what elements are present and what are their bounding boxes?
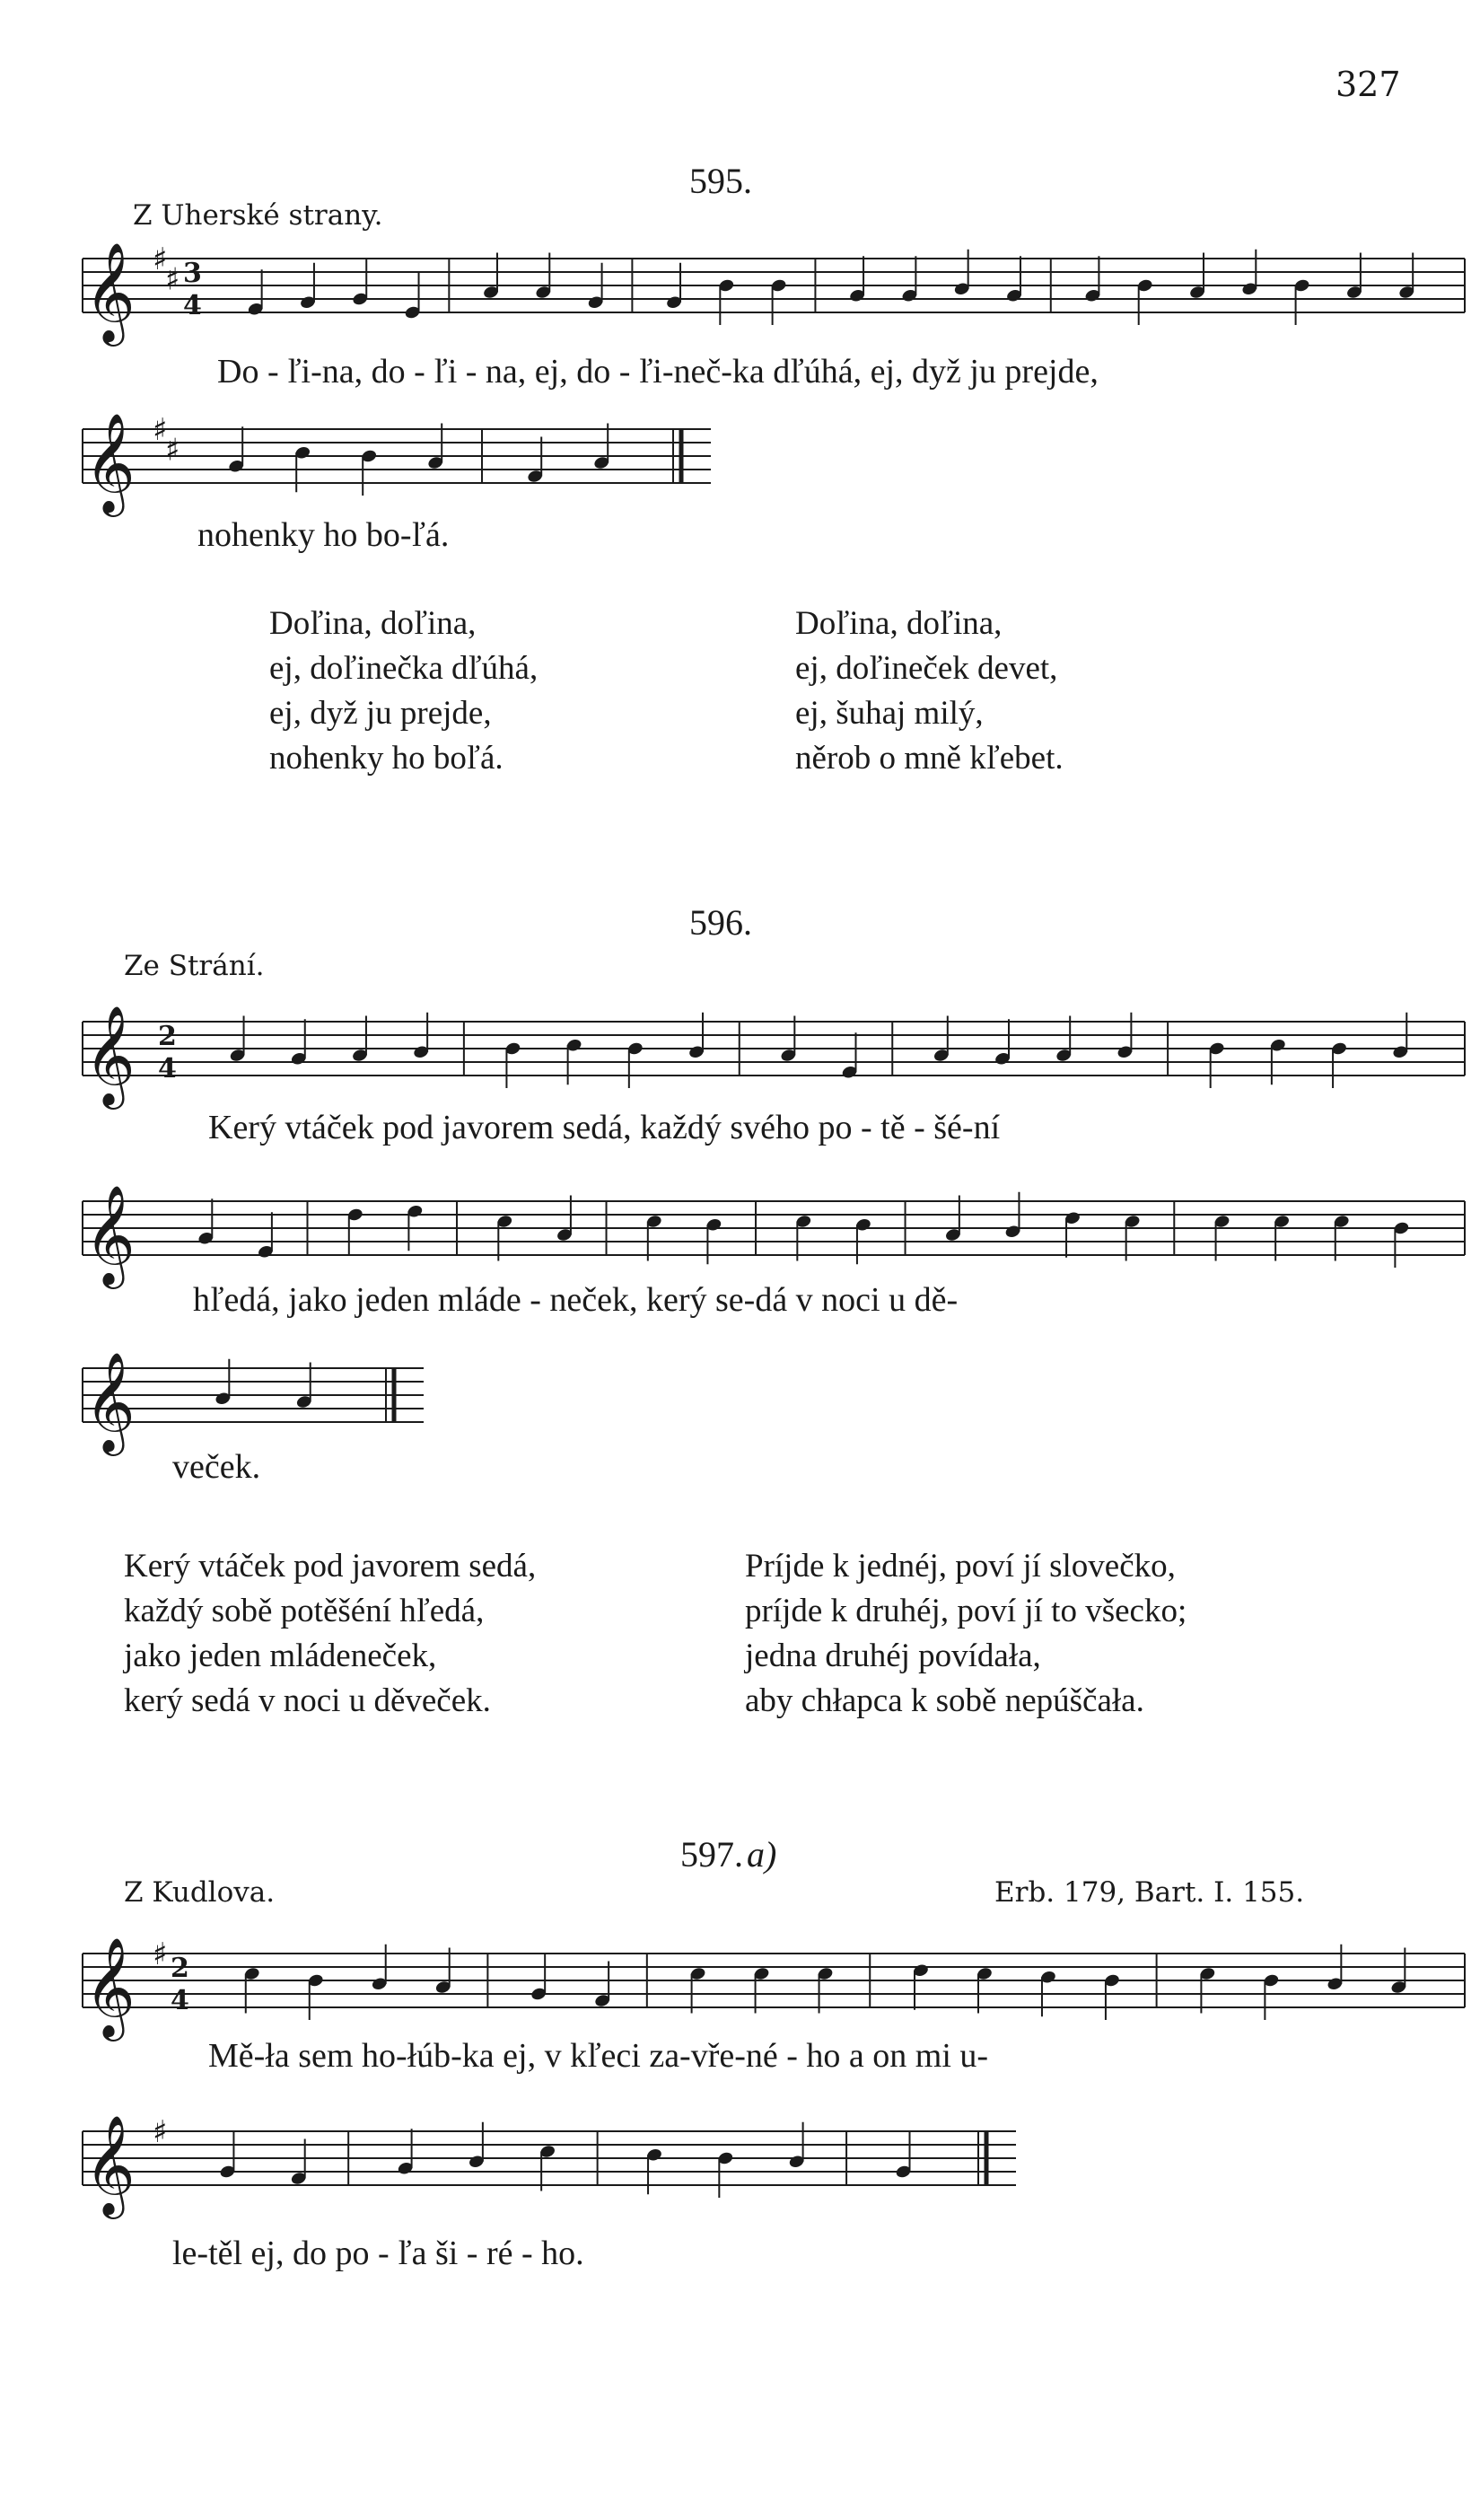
sharp-icon: ♯	[153, 2114, 168, 2150]
music-staff	[74, 2106, 1025, 2214]
lyric-line: Mě-ła sem ho-łúb-ka ej, v kľeci za-vře-né - ho a on mi u-	[208, 2037, 989, 2075]
time-signature-bottom: 4	[183, 290, 202, 321]
music-staff	[74, 1176, 1474, 1284]
verse-line: kerý sedá v noci u děveček.	[124, 1682, 491, 1719]
sharp-icon: ♯	[165, 261, 180, 298]
verse-line: ej, doľinečka dľúhá,	[269, 650, 539, 687]
song-origin-597: Z Kudlova.	[124, 1876, 276, 1909]
verse-line: Príjde k jednéj, poví jí slovečko,	[745, 1548, 1176, 1585]
verse-stanza	[269, 601, 538, 781]
sharp-icon: ♯	[153, 412, 168, 448]
music-staff	[74, 404, 720, 512]
verse-line: Kerý vtáček pod javorem sedá,	[124, 1548, 537, 1585]
page-number: 327	[1336, 65, 1401, 104]
time-signature-top: 2	[158, 1021, 177, 1052]
verse-line: aby chłapca k sobě nepúščała.	[745, 1682, 1144, 1719]
verse-line: ej, dyž ju prejde,	[269, 695, 492, 732]
song-number-suffix: a)	[747, 1834, 777, 1875]
lyric-line: hľedá, jako jeden mláde - neček, kerý se-dá v noci u dě-	[193, 1281, 959, 1319]
lyric-line: veček.	[172, 1448, 261, 1486]
verse-line: Doľina, doľina,	[795, 605, 1003, 642]
song-origin-595: Z Uherské strany.	[133, 199, 383, 232]
treble-clef-icon: 𝄞	[84, 1351, 136, 1452]
treble-clef-icon: 𝄞	[84, 412, 136, 513]
music-staff	[74, 1343, 433, 1451]
sharp-icon: ♯	[165, 432, 180, 469]
verse-line: príjde k druhéj, poví jí to všecko;	[745, 1593, 1187, 1629]
time-signature-top: 2	[171, 1953, 189, 1984]
verse-line: ej, šuhaj milý,	[795, 695, 984, 732]
verse-line: jedna druhéj povídała,	[745, 1638, 1041, 1674]
verse-line: Doľina, doľina,	[269, 605, 477, 642]
song-number-596: 596.	[689, 902, 752, 943]
verse-line: nohenky ho boľá.	[269, 740, 504, 777]
sharp-icon: ♯	[153, 1936, 168, 1972]
treble-clef-icon: 𝄞	[84, 1005, 136, 1105]
treble-clef-icon: 𝄞	[84, 2114, 136, 2215]
music-staff	[74, 1928, 1474, 2036]
lyric-line: le-těl ej, do po - ľa ši - ré - ho.	[172, 2235, 584, 2272]
song-origin-596: Ze Strání.	[124, 950, 265, 982]
song-reference: Erb. 179, Bart. I. 155.	[994, 1876, 1305, 1909]
verse-line: ej, doľineček devet,	[795, 650, 1058, 687]
verse-line: jako jeden mládeneček,	[124, 1638, 437, 1674]
treble-clef-icon: 𝄞	[84, 1936, 136, 2037]
time-signature-bottom: 4	[171, 1985, 189, 2016]
song-number-text: 597.	[680, 1834, 743, 1875]
treble-clef-icon: 𝄞	[84, 241, 136, 342]
time-signature-bottom: 4	[158, 1053, 177, 1084]
music-staff	[74, 233, 1474, 341]
treble-clef-icon: 𝄞	[84, 1184, 136, 1285]
lyric-line: Kerý vtáček pod javorem sedá, každý svého po - tě - šé-ní	[208, 1109, 1001, 1146]
verse-line: něrob o mně kľebet.	[795, 740, 1064, 777]
sharp-icon: ♯	[153, 241, 168, 277]
verse-stanza	[795, 601, 1064, 781]
time-signature-top: 3	[183, 258, 202, 289]
lyric-line: nohenky ho bo-ľá.	[197, 516, 450, 554]
song-number-595: 595.	[689, 161, 752, 201]
song-number-597	[680, 1833, 776, 1875]
verse-stanza	[745, 1544, 1187, 1724]
verse-line: každý sobě potěšéní hľedá,	[124, 1593, 485, 1629]
verse-stanza	[124, 1544, 536, 1724]
lyric-line: Do - ľi-na, do - ľi - na, ej, do - ľi-neč-ka dľúhá, ej, dyž ju prejde,	[217, 353, 1099, 391]
music-staff	[74, 997, 1474, 1104]
